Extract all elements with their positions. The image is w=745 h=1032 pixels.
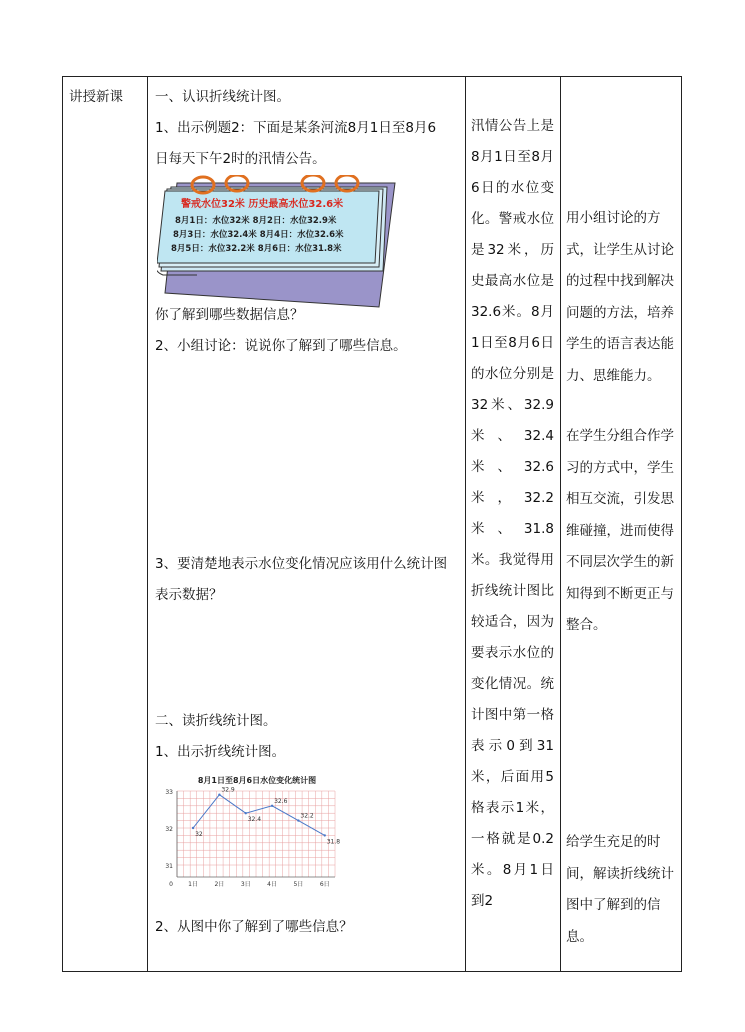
y-tick-label: 0 [169,881,173,888]
show-chart-text: 1、出示折线统计图。 [155,744,286,760]
calendar-row: 8月3日：水位32.4米 8月4日：水位32.6米 [173,230,344,240]
y-tick-label: 33 [165,789,173,796]
data-point [245,812,247,814]
calendar-headline: 警戒水位32米 历史最高水位32.6米 [181,199,344,210]
question-text: 你了解到哪些数据信息？ [155,307,304,323]
data-point [192,827,194,829]
data-label: 32.6 [274,797,288,805]
data-label: 32.4 [247,816,262,824]
student-response-text: 汛情公告上是8月1日至8月6日的水位变化。警戒水位是32米，历史最高水位是32.6米。8月1日至8月6日的水位分别是32米、32.9米、32.4米、32.6米，32.2米、31.8米。我觉得用折线统计图比较适合，因为要表示水位的变化情况。统计图中第一格表示0到31米，后面用5格表示1米，一格就是0.2米。8月1日到2 [471,118,554,909]
section-label: 讲授新课 [69,89,123,105]
x-tick-label: 1日 [188,881,198,888]
design-intent-2: 在学生分组合作学习的方式中，学生相互交流，引发思维碰撞，进而使得不同层次学生的新知得到不断更正与整合。 [566,428,674,633]
lesson-table [62,76,682,972]
design-intent-1: 用小组讨论的方式，让学生从讨论的过程中找到解决问题的方法，培养学生的语言表达能力、思维能力。 [566,210,674,384]
chart-title: 8月1日至8月6日水位变化统计图 [197,776,317,785]
design-intent-cell [560,77,683,971]
teaching-process-cell [147,77,465,971]
heading-part-one: 一、认识折线统计图。 [155,89,290,105]
data-label: 32.9 [221,786,235,794]
calendar-row: 8月1日：水位32米 8月2日：水位32.9米 [175,216,337,226]
step-1-text-cont: 日每天下午2时的汛情公告。 [155,151,326,167]
student-activity-cell [465,77,560,971]
heading-part-two: 二、读折线统计图。 [155,713,277,729]
data-point [218,794,220,796]
step-1-text: 1、出示例题2：下面是某条河流8月1日至8月6 [155,120,437,136]
step-2-text: 2、小组讨论：说说你了解到了哪些信息。 [155,338,407,354]
data-label: 31.8 [326,838,341,846]
step-3-text-cont: 表示数据？ [155,587,223,603]
x-tick-label: 6日 [319,881,330,888]
x-tick-label: 3日 [240,881,251,888]
water-level-line-chart [157,773,343,897]
y-tick-label: 31 [165,863,173,870]
data-label: 32.2 [300,812,314,820]
data-label: 32 [195,831,203,838]
data-point [271,805,273,807]
data-point [297,819,299,821]
x-tick-label: 4日 [267,881,277,888]
x-tick-label: 2日 [214,881,225,888]
section-label-cell [63,77,147,971]
chart-labels [165,787,340,888]
flood-notice-calendar [157,175,405,315]
y-tick-label: 32 [165,826,173,833]
step-3-text: 3、要清楚地表示水位变化情况应该用什么统计图 [155,556,448,572]
data-point [324,834,326,836]
design-intent-3: 给学生充足的时间，解读折线统计图中了解到的信息。 [566,834,674,945]
calendar-row: 8月5日：水位32.2米 8月6日：水位31.8米 [171,244,342,254]
x-tick-label: 5日 [293,881,304,888]
question-2-text: 2、从图中你了解到了哪些信息？ [155,919,353,935]
